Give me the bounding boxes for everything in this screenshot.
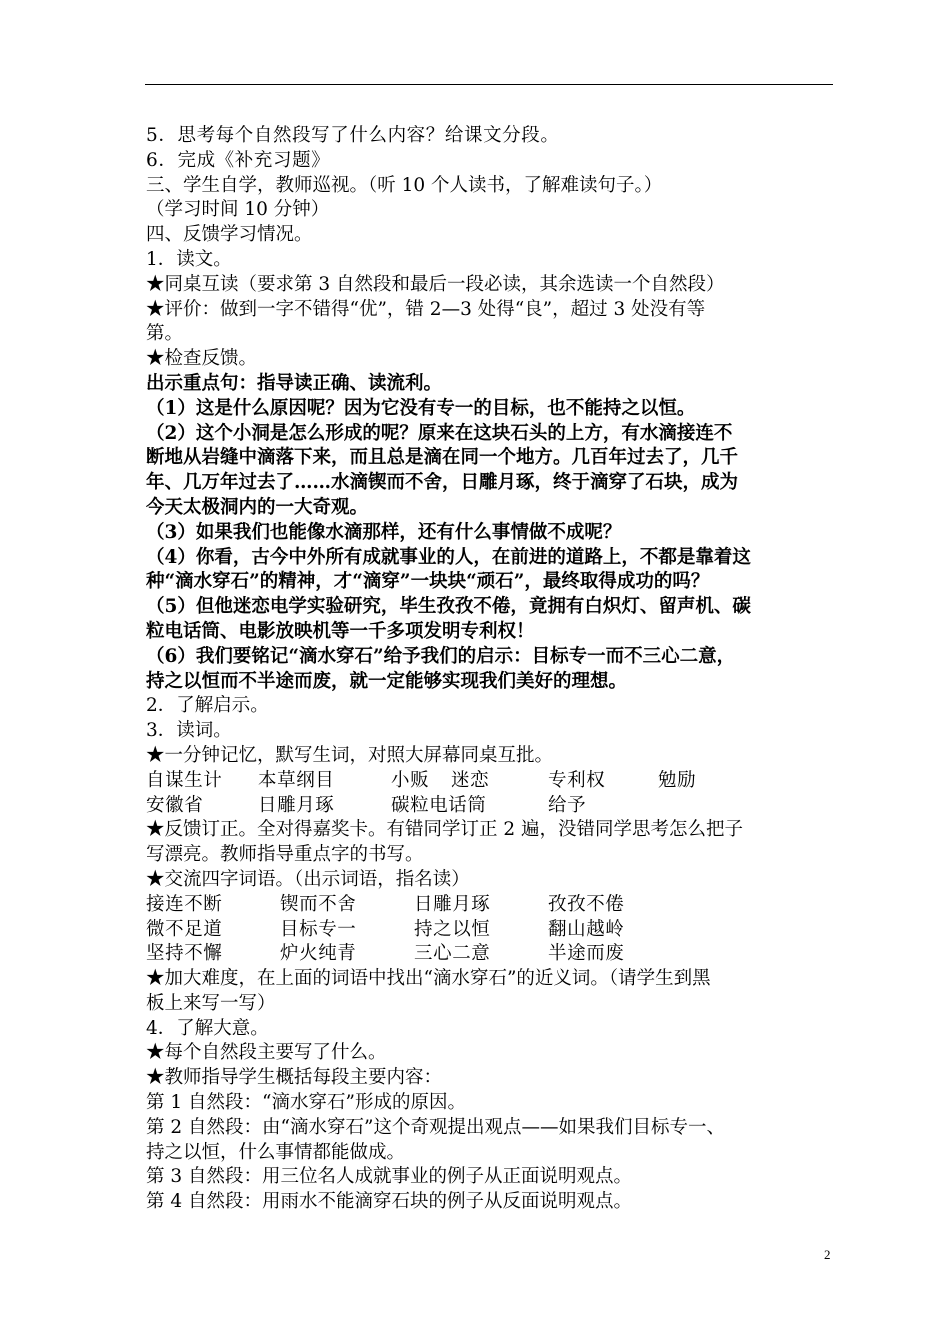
text-line: 持之以恒，什么事情都能做成。 — [146, 1141, 406, 1163]
idiom-word: 半途而废 — [548, 943, 625, 965]
idiom-word: 微不足道 — [146, 918, 223, 940]
vocab-row — [146, 769, 836, 794]
text-line: ★每个自然段主要写了什么。 — [146, 1042, 387, 1064]
text-line: 第 2 自然段：由“滴水穿石”这个奇观提出观点——如果我们目标专一、 — [146, 1116, 725, 1138]
key-sentence: （6）我们要铭记“滴水穿石”给予我们的启示：目标专一而不三心二意， — [146, 645, 736, 667]
key-sentence: 持之以恒而不半途而废，就一定能够实现我们美好的理想。 — [146, 670, 628, 692]
vocab-word: 给予 — [548, 794, 587, 816]
vocab-word: 迷恋 — [451, 769, 490, 791]
text-line: 写漂亮。教师指导重点字的书写。 — [146, 844, 424, 866]
text-line: 第 3 自然段：用三位名人成就事业的例子从正面说明观点。 — [146, 1166, 633, 1188]
text-line: ★交流四字词语。（出示词语，指名读） — [146, 868, 470, 890]
text-line: ★一分钟记忆，默写生词，对照大屏幕同桌互批。 — [146, 744, 554, 766]
text-line: 1．读文。 — [146, 248, 232, 270]
idiom-row — [146, 942, 836, 967]
vocab-word: 小贩 — [391, 769, 430, 791]
key-sentence: （3）如果我们也能像水滴那样，还有什么事情做不成呢？ — [146, 521, 622, 543]
idiom-row — [146, 893, 836, 918]
key-sentence: 今天太极洞内的一大奇观。 — [146, 496, 369, 518]
document-body — [146, 124, 836, 1215]
key-sentence: （1）这是什么原因呢？因为它没有专一的目标，也不能持之以恒。 — [146, 397, 696, 419]
vocab-word: 专利权 — [548, 769, 606, 791]
vocab-word: 自谋生计 — [146, 769, 223, 791]
text-line: 板上来写一写） — [146, 992, 276, 1014]
text-line: 2．了解启示。 — [146, 695, 269, 717]
page-number: 2 — [824, 1247, 831, 1262]
vocab-row — [146, 794, 836, 819]
vocab-word: 安徽省 — [146, 794, 204, 816]
text-line: ★教师指导学生概括每段主要内容： — [146, 1067, 443, 1089]
text-line: ★同桌互读（要求第 3 自然段和最后一段必读，其余选读一个自然段） — [146, 273, 725, 295]
key-sentence: 断地从岩缝中滴落下来，而且总是滴在同一个地方。几百年过去了，几千 — [146, 447, 739, 469]
text-line: ★加大难度，在上面的词语中找出“滴水穿石”的近义词。（请学生到黑 — [146, 968, 711, 990]
key-sentence: （4）你看，古今中外所有成就事业的人，在前进的道路上，不都是靠着这 — [146, 546, 751, 568]
key-sentence: （2）这个小洞是怎么形成的呢？原来在这块石头的上方，有水滴接连不 — [146, 422, 733, 444]
idiom-word: 坚持不懈 — [146, 943, 223, 965]
idiom-word: 目标专一 — [280, 918, 357, 940]
text-line: 5．思考每个自然段写了什么内容？给课文分段。 — [146, 125, 560, 146]
idiom-word: 孜孜不倦 — [548, 893, 625, 915]
text-line: 四、反馈学习情况。 — [146, 224, 313, 246]
header-rule — [145, 84, 833, 85]
text-line: 4．了解大意。 — [146, 1017, 269, 1039]
key-sentence: （5）但他迷恋电学实验研究，毕生孜孜不倦，竟拥有白炽灯、留声机、碳 — [146, 596, 751, 618]
idiom-word: 三心二意 — [414, 943, 491, 965]
vocab-word: 本草纲目 — [258, 769, 335, 791]
idiom-word: 炉火纯青 — [280, 943, 357, 965]
vocab-word: 勉励 — [658, 769, 697, 791]
key-sentence: 粒电话筒、电影放映机等一千多项发明专利权！ — [146, 620, 535, 642]
key-sentence: 种“滴水穿石”的精神，才“滴穿”一块块“顽石”，最终取得成功的吗？ — [146, 571, 710, 593]
text-line: ★检查反馈。 — [146, 348, 258, 370]
idiom-word: 锲而不舍 — [280, 893, 357, 915]
idiom-word: 持之以恒 — [414, 918, 491, 940]
text-line: 6．完成《补充习题》 — [146, 149, 331, 171]
text-line: （学习时间 10 分钟） — [146, 199, 330, 221]
text-line: 第 4 自然段：用雨水不能滴穿石块的例子从反面说明观点。 — [146, 1191, 633, 1213]
idiom-word: 翻山越岭 — [548, 918, 625, 940]
text-line: 第 1 自然段：“滴水穿石”形成的原因。 — [146, 1092, 466, 1114]
idiom-row — [146, 918, 836, 943]
vocab-word: 碳粒电话筒 — [391, 794, 487, 816]
idiom-word: 接连不断 — [146, 893, 223, 915]
key-sentences-heading: 出示重点句：指导读正确、读流利。 — [146, 372, 443, 394]
vocab-word: 日雕月琢 — [258, 794, 335, 816]
text-line: 三、学生自学，教师巡视。（听 10 个人读书，了解难读句子。） — [146, 174, 663, 196]
text-line: 3．读词。 — [146, 720, 232, 742]
idiom-word: 日雕月琢 — [414, 893, 491, 915]
key-sentence: 年、几万年过去了……水滴锲而不舍，日雕月琢，终于滴穿了石块，成为 — [146, 472, 739, 494]
text-line: ★反馈订正。全对得嘉奖卡。有错同学订正 2 遍，没错同学思考怎么把子 — [146, 819, 744, 841]
text-line: 第。 — [146, 323, 184, 345]
text-line: ★评价：做到一字不错得“优”，错 2—3 处得“良”，超过 3 处没有等 — [146, 298, 706, 320]
